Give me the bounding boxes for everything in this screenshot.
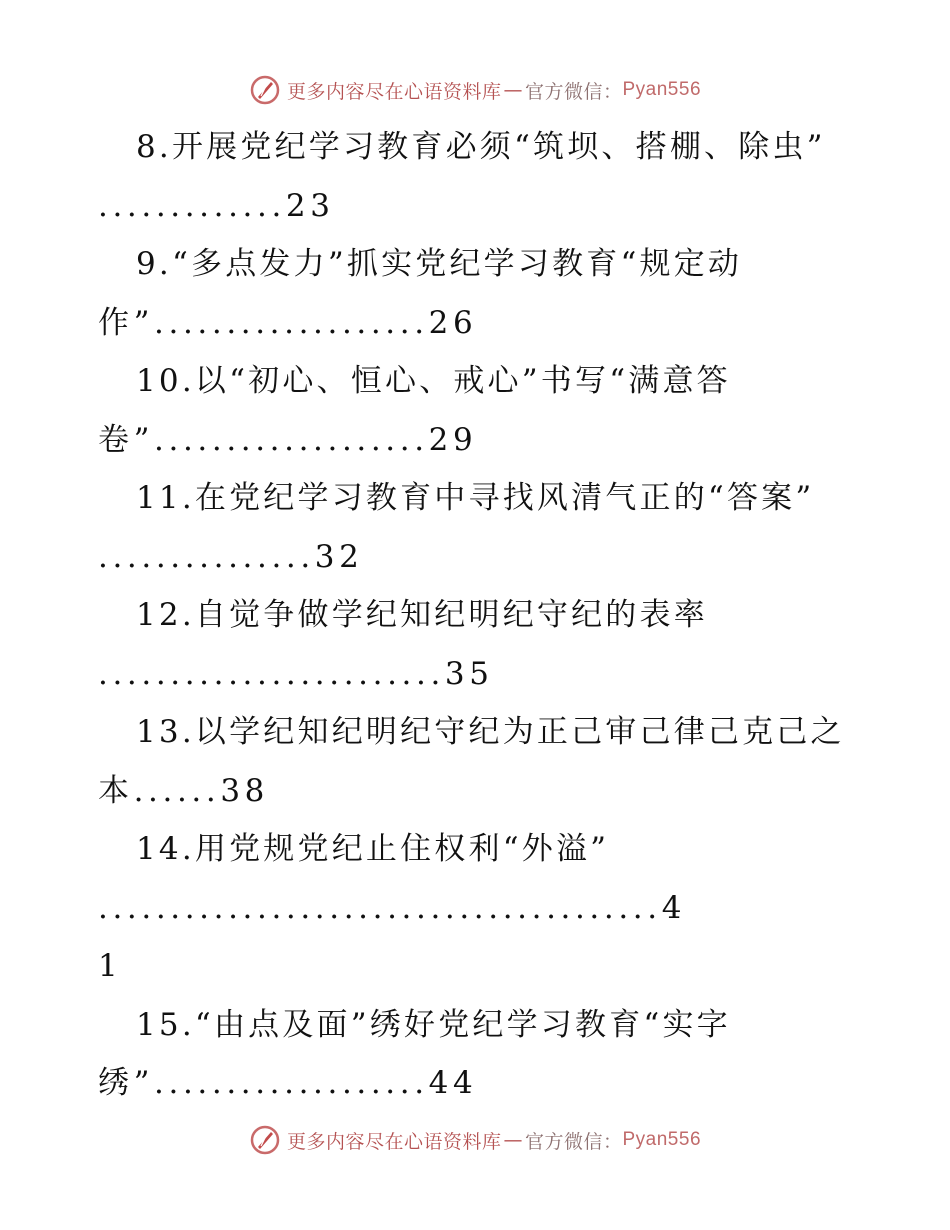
watermark-suffix: 官方微信： — [524, 1130, 623, 1153]
footer-watermark — [0, 1120, 950, 1160]
toc-entry-9-page: 作”...................26 — [98, 304, 478, 341]
toc-entry-13: 13.以学纪知纪明纪守纪为正己审己律己克己之 — [136, 714, 845, 750]
toc-entry-14-page-wrap: 1 — [98, 948, 121, 984]
toc-entry-13-page: 本......38 — [98, 772, 269, 809]
watermark-dash: — — [503, 1129, 523, 1151]
toc-entry-14: 14.用党规党纪止住权利“外溢” — [136, 831, 610, 867]
toc-entry-10-page: 卷”...................29 — [98, 421, 478, 458]
watermark-text: 更多内容尽在心语资料库 — [286, 1130, 502, 1153]
toc-entry-11-page: ...............32 — [98, 538, 364, 575]
watermark-suffix: 官方微信： — [524, 80, 623, 103]
watermark-id: Pyan556 — [622, 79, 702, 100]
feather-pen-logo-icon — [249, 1124, 281, 1156]
feather-pen-logo-icon — [249, 74, 281, 106]
toc-entry-12: 12.自觉争做学纪知纪明纪守纪的表率 — [136, 597, 708, 633]
watermark-id: Pyan556 — [622, 1129, 702, 1150]
watermark-dash: — — [503, 79, 523, 101]
toc-entry-15-page: 绣”...................44 — [98, 1065, 478, 1101]
toc-entry-10: 10.以“初心、恒心、戒心”书写“满意答 — [136, 363, 731, 399]
toc-entry-14-page: .......................................4 — [98, 889, 687, 926]
toc-entry-11: 11.在党纪学习教育中寻找风清气正的“答案” — [136, 480, 815, 516]
header-watermark — [0, 70, 950, 110]
table-of-contents — [98, 118, 858, 1113]
toc-entry-15: 15.“由点及面”绣好党纪学习教育“实字 — [136, 1006, 731, 1043]
toc-entry-9: 9.“多点发力”抓实党纪学习教育“规定动 — [136, 246, 743, 282]
toc-entry-8-page: .............23 — [98, 187, 335, 224]
toc-entry-12-page: ........................35 — [98, 655, 494, 692]
toc-entry-8: 8.开展党纪学习教育必须“筑坝、搭棚、除虫” — [136, 129, 826, 165]
watermark-text: 更多内容尽在心语资料库 — [286, 80, 502, 103]
